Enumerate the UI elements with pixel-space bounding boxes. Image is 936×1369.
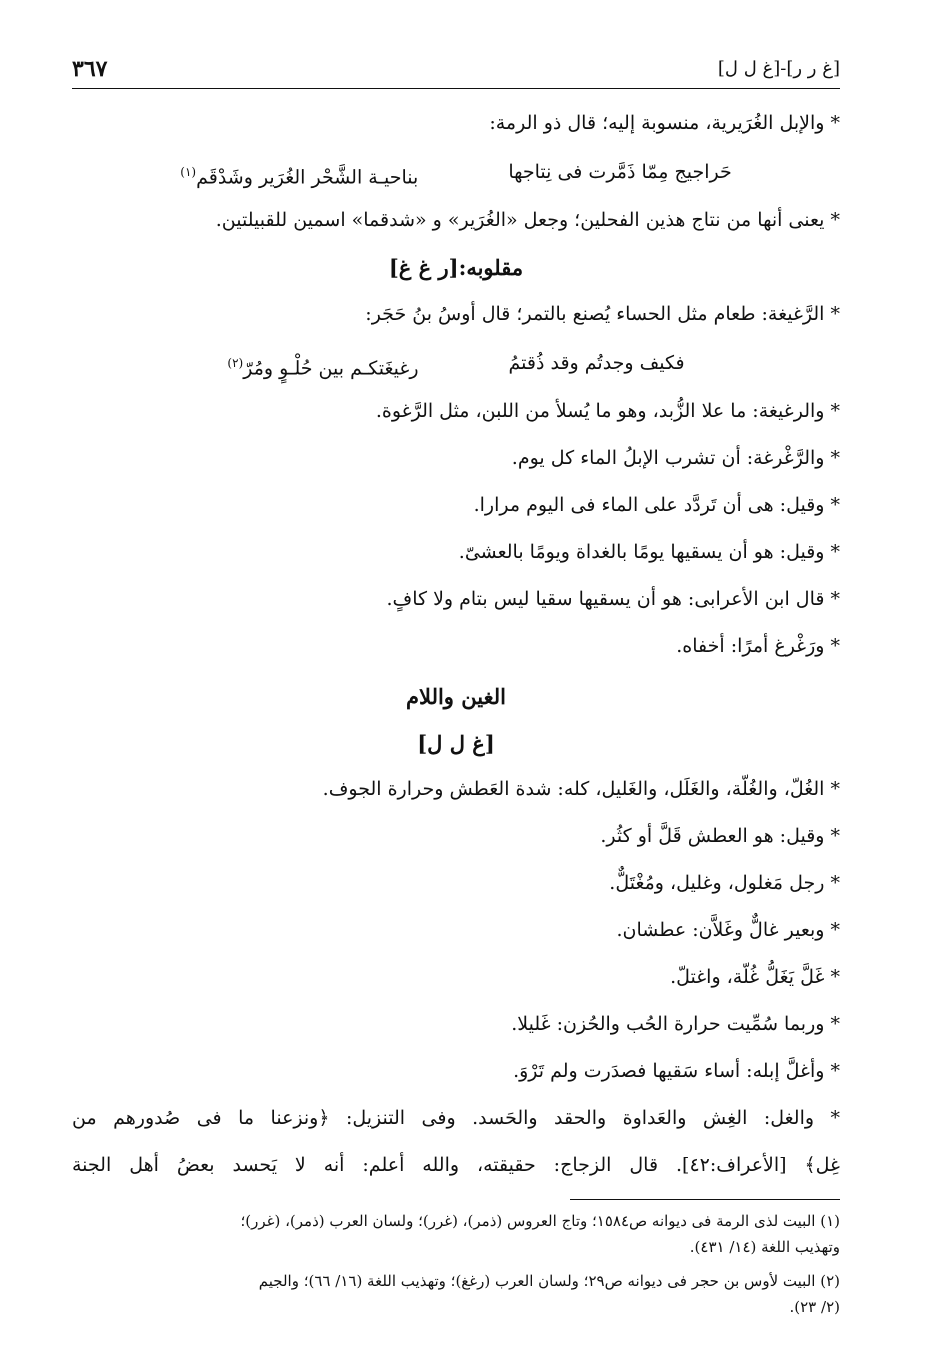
header-divider: [72, 88, 840, 89]
header-root-range: [غ ر ر]-[غ ل ل]: [717, 58, 840, 79]
verse-second-hemistich: رغيغَتكـم بين حُلْـوٍ ومُرّ$^{(٢)}$: [227, 356, 419, 380]
entry-line: * وقيل: هو العطش قَلَّ أو كثُر.: [600, 825, 840, 847]
poetry-verse: [72, 338, 840, 388]
entry-line: * غَلَّ يَغَلُّ غُلّة، واغتلّ.: [670, 966, 840, 988]
root-heading: [غ ل ل]: [417, 731, 495, 756]
entry-line: * والرَّغْرغة: أن تشرب الإبلُ الماء كل يوم.: [511, 447, 840, 469]
footnote-divider: [570, 1199, 840, 1200]
footnote: [72, 1268, 840, 1320]
footnote-line: (٢/ ٢٣).: [789, 1298, 840, 1316]
footnote: [72, 1208, 840, 1260]
entry-line: * والرغيغة: ما علا الزُّبد، وهو ما يُسلأ من اللبن، مثل الرَّغوة.: [375, 400, 840, 422]
verse-first-hemistich: حَراجيج مِمّا ذَمَّرت فى نِتاجها: [508, 161, 732, 183]
footnote-line: (١) البيت لذى الرمة فى ديوانه ص١٥٨٤؛ وتاج العروس (ذمر)، (غرر)؛ ولسان العرب (ذمر)، (غرر)؛: [240, 1212, 840, 1230]
footnote-marker: (٢): [227, 356, 244, 370]
entry-line: * والغل: الغِش والعَداوة والحقد والحَسد. وفى التنزيل: ﴿ونزعنا ما فى صُدورهم من: [72, 1107, 840, 1129]
footnote-marker: (١): [180, 165, 197, 179]
entry-line: * والإبل الغُرَيرية، منسوبة إليه؛ قال ذو الرمة:: [489, 112, 840, 134]
poetry-verse: [72, 147, 840, 197]
entry-line: * يعنى أنها من نتاج هذين الفحلين؛ وجعل «الغُرَير» و «شدقما» اسمين للقبيلتين.: [215, 209, 840, 231]
verse-first-hemistich: فكيف وجدتُم وقد ذُقتمُ: [508, 352, 685, 374]
entry-line: * قال ابن الأعرابى: هو أن يسقيها سقيا ليس بتام ولا كافٍ.: [386, 588, 840, 610]
section-heading: الغين واللام: [406, 684, 506, 709]
footnote-line: (٢) البيت لأوس بن حجر فى ديوانه ص٢٩؛ ولسان العرب (رغغ)؛ وتهذيب اللغة (١٦/ ٦٦)؛ والجيم: [258, 1272, 840, 1290]
entry-line: * رجل مَغلول، وغليل، ومُغْتَلٌّ.: [609, 872, 840, 894]
main-text: [72, 100, 840, 1189]
page-number: ٣٦٧: [72, 56, 108, 82]
entry-line: * وبعير غالٌّ وغَلاَّن: عطشان.: [616, 919, 840, 941]
entry-line: * الرَّغيغة: طعام مثل الحساء يُصنع بالتمر؛ قال أوسُ بنُ حَجَر:: [365, 303, 840, 325]
entry-line: * وقيل: هو أن يسقيها يومًا بالغداة ويومًا بالعشىّ.: [458, 541, 840, 563]
footnote-line: وتهذيب اللغة (١٤/ ٤٣١).: [689, 1238, 840, 1256]
verse-second-hemistich: بناحيـة الشَّحْر الغُرَير وشَدْقَم$^{(١)}$: [180, 165, 419, 189]
section-heading-maqlub: مقلوبه:[ر غ غ]: [388, 255, 524, 280]
entry-line: * وأغلَّ إبله: أساء سَقيها فصدَرت ولم تَرْوَ.: [513, 1060, 840, 1082]
footnotes: [72, 1208, 840, 1320]
entry-line: * وربما سُمِّيت حرارة الحُب والحُزن: غَليلا.: [511, 1013, 840, 1035]
running-header: [72, 50, 840, 86]
entry-line: * الغُلّ، والغُلّة، والغَلَل، والغَليل، كله: شدة العَطش وحرارة الجوف.: [322, 778, 840, 800]
entry-line: * ورَغْرغ أمرًا: أخفاه.: [676, 635, 840, 657]
entry-line: غِل﴾ [الأعراف:٤٢]. قال الزجاج: حقيقته، والله أعلم: أنه لا يَحسد بعضُ أهل الجنة: [72, 1154, 840, 1176]
entry-line: * وقيل: هى أن تَردَّد على الماء فى اليوم مرارا.: [473, 494, 840, 516]
